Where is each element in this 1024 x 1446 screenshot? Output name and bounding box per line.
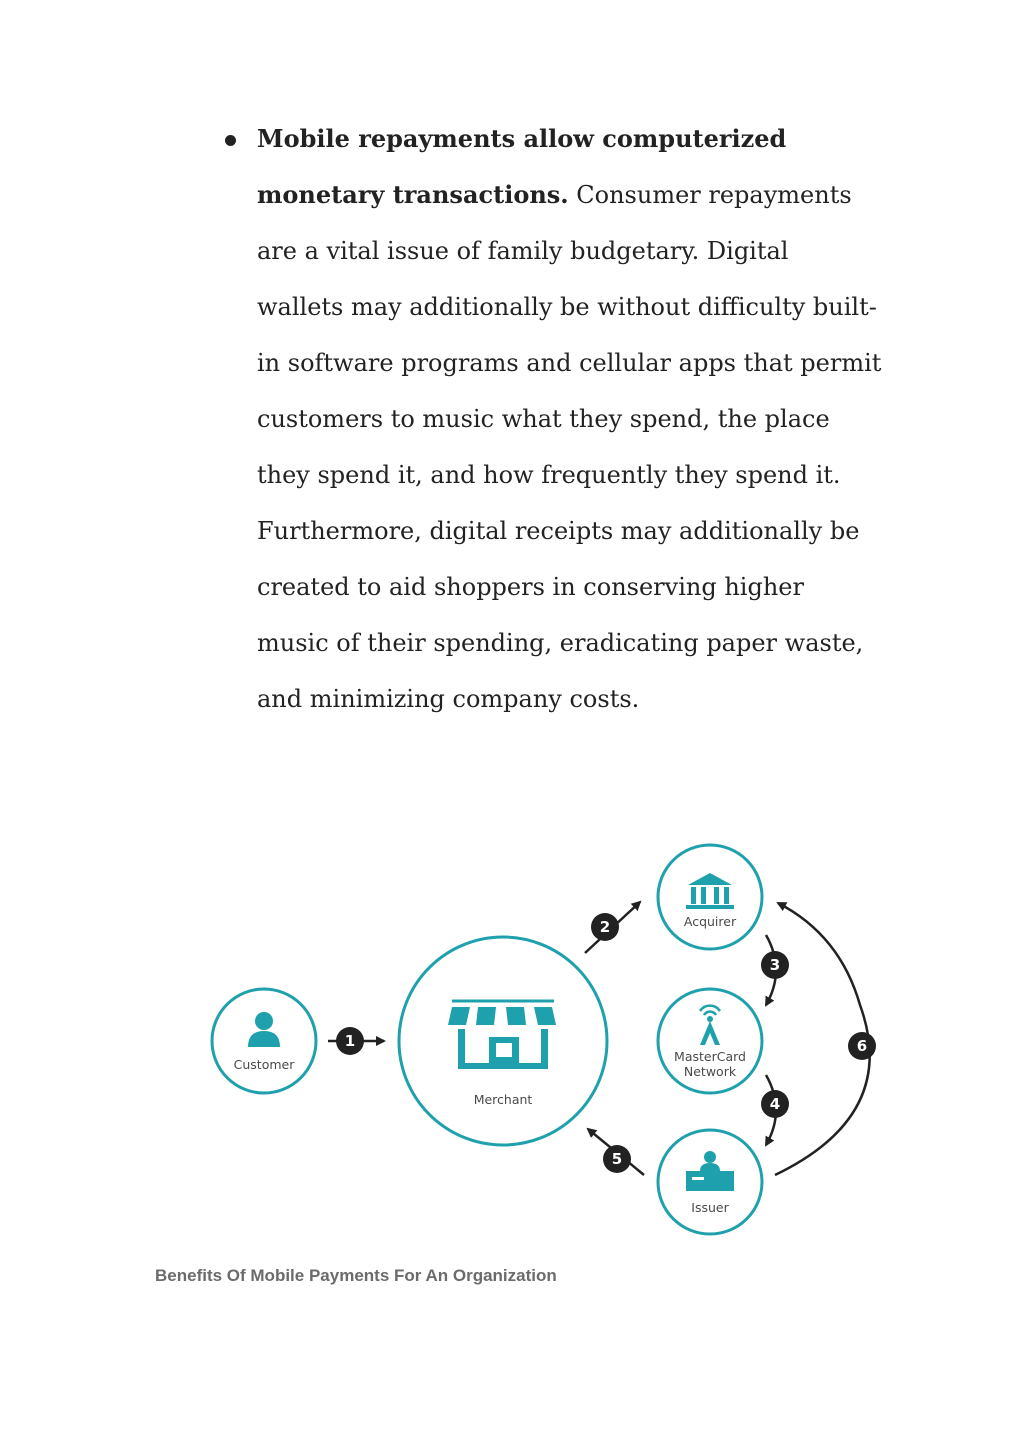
merchant-node	[399, 937, 607, 1145]
bullet-heading: Mobile repayments allow computerized monetary transactions.	[257, 124, 787, 209]
step-2-arrow	[585, 902, 640, 953]
bullet-marker	[225, 135, 236, 146]
network-label-line2: Network	[683, 1064, 737, 1079]
customer-label: Customer	[233, 1057, 295, 1072]
step-2-badge: 2	[599, 918, 611, 936]
issuer-node	[658, 1130, 762, 1234]
figure-caption: Benefits Of Mobile Payments For An Organization	[155, 1266, 557, 1285]
step-1-badge: 1	[344, 1032, 356, 1050]
issuer-label: Issuer	[691, 1200, 729, 1215]
step-6-arrow	[775, 903, 876, 1175]
bullet-body: Consumer repayments are a vital issue of family budgetary. Digital wallets may additionally be without difficulty built-in software programs and cellular apps that permit customers to music what they spend, the place they spend it, and how frequently they spend it. Furthermore, digital receipts may additionally be created to aid shoppers in conserving higher music of their spending, eradicating paper waste, and minimizing company costs.	[257, 181, 882, 713]
step-3-badge: 3	[769, 956, 781, 974]
step-3-arrow	[761, 935, 789, 1005]
step-6-badge: 6	[856, 1037, 868, 1055]
bullet-paragraph	[257, 111, 882, 727]
step-1-arrow	[328, 1027, 384, 1055]
step-5-badge: 5	[611, 1150, 623, 1168]
step-4-arrow	[761, 1075, 789, 1145]
payment-flow-diagram	[200, 835, 890, 1240]
acquirer-label: Acquirer	[683, 914, 737, 929]
acquirer-node	[658, 845, 762, 949]
step-4-badge: 4	[769, 1095, 781, 1113]
network-node	[658, 989, 762, 1093]
bullet-item	[222, 111, 882, 727]
network-label-line1: MasterCard	[674, 1049, 746, 1064]
customer-node	[212, 989, 316, 1093]
step-5-arrow	[588, 1129, 644, 1175]
merchant-label: Merchant	[473, 1092, 533, 1107]
